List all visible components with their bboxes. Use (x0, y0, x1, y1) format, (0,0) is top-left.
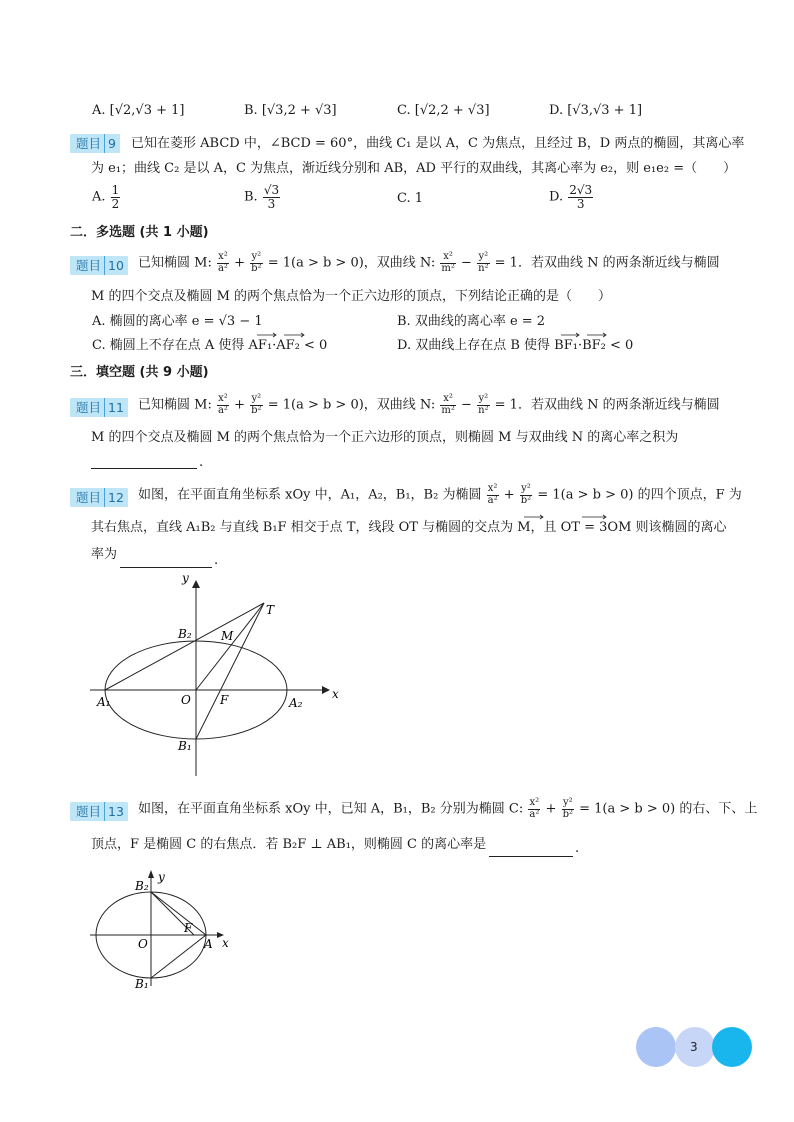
line-b1-a (151, 935, 206, 978)
q9-option-b: B. $\frac{√3}{3}$ (244, 183, 280, 211)
q12-text-line1: 如图，在平面直角坐标系 xOy 中，A₁，A₂，B₁，B₂ 为椭圆 $\frac{\text{x²}}{\text{a²}}$ + $\frac{\text{y²}}{\text{b²}}$ = 1(a > b > 0) 的四个顶点，F 为 (138, 483, 742, 506)
q13-text-line1: 如图，在平面直角坐标系 xOy 中，已知 A，B₁，B₂ 分别为椭圆 C: $\frac{\text{x²}}{\text{a²}}$ + $\frac{\text{y²}}{\text{b²}}$ = 1(a > b > 0) 的右、下、上 (138, 797, 758, 820)
q10-option-c: C. 椭圆上不存在点 A 使得 AF₁·AF₂ < 0 (92, 338, 328, 353)
question-badge-11: 题目 11 (70, 398, 128, 417)
page-deco-circle-left (636, 1027, 676, 1067)
question-badge-12: 题目 12 (70, 488, 128, 507)
fig12-label-t: T (266, 603, 275, 617)
q11-text-line2: M 的四个交点及椭圆 M 的两个焦点恰为一个正六边形的顶点，则椭圆 M 与双曲线 N 的离心率之积为 (91, 430, 679, 445)
line-b2-a (151, 892, 206, 935)
fig13-label-f: F (184, 921, 193, 935)
q12-period: . (214, 553, 219, 568)
question-badge-10: 题目 10 (70, 256, 128, 275)
q10-option-b: B. 双曲线的离心率 e = 2 (397, 314, 546, 329)
fig13-label-b1: B₁ (135, 977, 149, 991)
fig12-label-a1: A₁ (97, 695, 111, 709)
q13-answer-blank[interactable] (489, 855, 573, 857)
section-heading-multiple-choice: 二．多选题 (共 1 小题) (70, 225, 209, 240)
q8-option-a: A. [√2,√3 + 1] (92, 103, 185, 118)
question-badge-13: 题目 13 (70, 802, 128, 821)
fig13-label-a: A (204, 937, 213, 951)
q13-ellipse-figure (88, 866, 248, 996)
fig12-label-m: M (221, 629, 234, 643)
q13-period: . (575, 841, 580, 856)
q9-text-line2: 为 e₁；曲线 C₂ 是以 A，C 为焦点，渐近线分别和 AB，AD 平行的双曲线，其离心率为 e₂，则 e₁e₂ =（ ） (91, 161, 737, 176)
y-axis-arrow-icon (192, 580, 200, 588)
fig12-label-x: x (332, 687, 339, 701)
fig13-label-b2: B₂ (135, 879, 149, 893)
y-axis-arrow-icon (148, 870, 154, 878)
q10-text-line2: M 的四个交点及椭圆 M 的两个焦点恰为一个正六边形的顶点，下列结论正确的是（ ） (91, 289, 612, 304)
fig12-label-a2: A₂ (289, 696, 303, 710)
q11-text-line1: 已知椭圆 M: $\frac{\text{x²}}{\text{a²}}$ + $\frac{\text{y²}}{\text{b²}}$ = 1(a > b > 0)，双曲线 N: $\frac{\text{x²}}{\text{m²}}$ − $\frac{\text{y²}}{\text{n²}}$ = 1．若双曲线 N 的两条渐近线与椭圆 (138, 393, 720, 416)
fig12-label-b1: B₁ (178, 739, 192, 753)
q9-option-a: A. $\frac{1}{2}$ (92, 183, 120, 211)
q8-option-c: C. [√2,2 + √3] (397, 103, 490, 118)
segment-o-t (196, 603, 264, 690)
q11-period: . (199, 455, 204, 470)
q9-text-line1: 已知在菱形 ABCD 中，∠BCD = 60°，曲线 C₁ 是以 A，C 为焦点，且经过 B，D 两点的椭圆，其离心率 (131, 136, 745, 151)
line-b1-t (196, 603, 264, 739)
q12-text-line3: 率为 (91, 547, 118, 562)
fig13-label-x: x (222, 936, 229, 950)
q12-text-line2: 其右焦点，直线 A₁B₂ 与直线 B₁F 相交于点 T，线段 OT 与椭圆的交点为 M，且 OT = 3OM 则该椭圆的离心 (91, 520, 727, 535)
x-axis-arrow-icon (322, 686, 330, 694)
fig12-label-f: F (220, 693, 229, 707)
fig13-label-o: O (138, 937, 148, 951)
q10-option-d: D. 双曲线上存在点 B 使得 BF₁·BF₂ < 0 (397, 338, 634, 353)
q8-option-d: D. [√3,√3 + 1] (549, 103, 643, 118)
q8-option-b: B. [√3,2 + √3] (244, 103, 337, 118)
page-deco-circle-right (712, 1027, 752, 1067)
q9-option-d: D. $\frac{2√3}{3}$ (549, 183, 593, 211)
q10-option-a: A. 椭圆的离心率 e = √3 − 1 (92, 314, 263, 329)
q12-answer-blank[interactable] (120, 566, 212, 568)
q12-ellipse-figure (90, 570, 350, 780)
page-number: 3 (690, 1040, 698, 1054)
q10-text-line1: 已知椭圆 M: $\frac{\text{x²}}{\text{a²}}$ + $\frac{\text{y²}}{\text{b²}}$ = 1(a > b > 0)，双曲线 N: $\frac{\text{x²}}{\text{m²}}$ − $\frac{\text{y²}}{\text{n²}}$ = 1．若双曲线 N 的两条渐近线与椭圆 (138, 251, 720, 274)
q9-option-c: C. 1 (397, 191, 424, 206)
section-heading-fill-in: 三．填空题 (共 9 小题) (70, 365, 209, 380)
question-badge-9: 题目 9 (70, 134, 120, 153)
fig13-label-y: y (158, 870, 165, 884)
fig12-label-y: y (182, 571, 189, 585)
q13-text-line2: 顶点，F 是椭圆 C 的右焦点．若 B₂F ⊥ AB₁，则椭圆 C 的离心率是 (91, 837, 487, 852)
fig12-label-o: O (181, 693, 191, 707)
fig12-label-b2: B₂ (178, 627, 192, 641)
